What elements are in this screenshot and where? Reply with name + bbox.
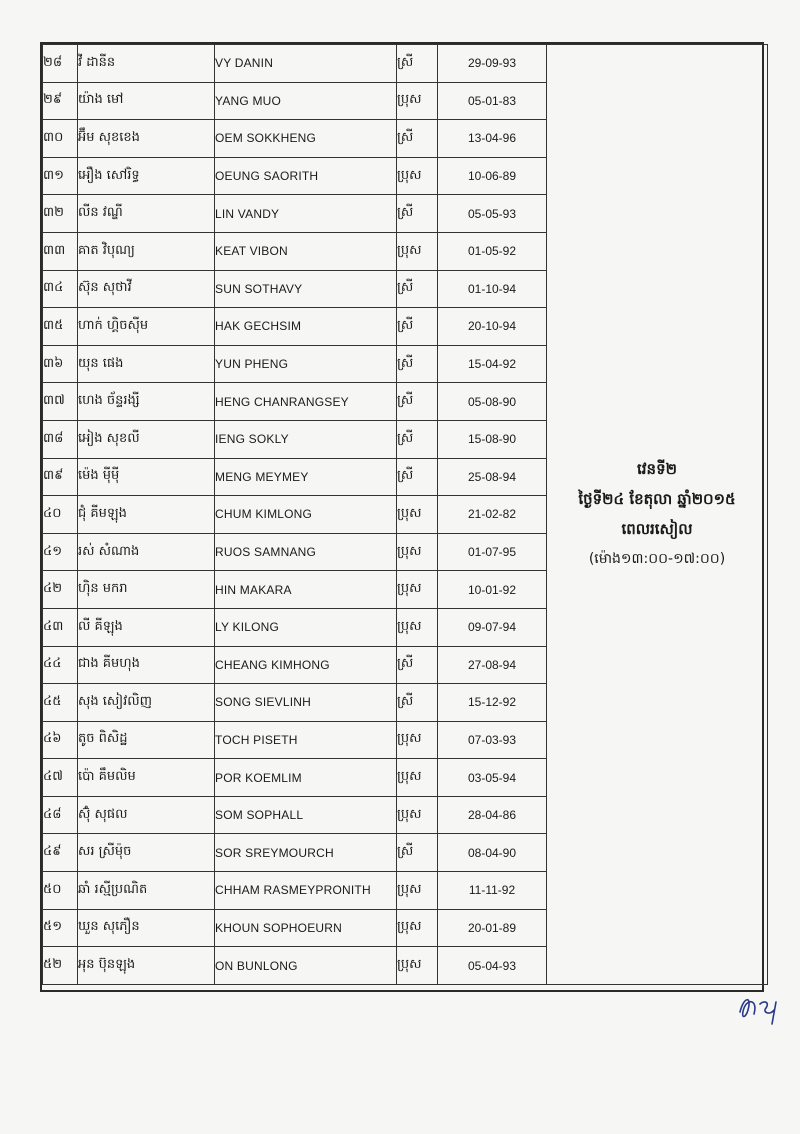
row-number: ៥០	[43, 872, 78, 910]
latin-name: SONG SIEVLINH	[215, 684, 397, 722]
latin-name: YANG MUO	[215, 82, 397, 120]
date-of-birth: 01-10-94	[438, 270, 547, 308]
latin-name: KEAT VIBON	[215, 232, 397, 270]
latin-name: OEM SOKKHENG	[215, 120, 397, 158]
gender: ស្រី	[397, 120, 438, 158]
session-shift: វេនទី២	[637, 460, 677, 479]
gender: ស្រី	[397, 45, 438, 83]
gender: ស្រី	[397, 420, 438, 458]
date-of-birth: 21-02-82	[438, 496, 547, 534]
gender: ប្រុស	[397, 947, 438, 985]
khmer-name: លី គីឡុង	[78, 608, 215, 646]
gender: ប្រុស	[397, 157, 438, 195]
khmer-name: ម៉េង ម៉ីម៉ី	[78, 458, 215, 496]
latin-name: RUOS SAMNANG	[215, 533, 397, 571]
latin-name: TOCH PISETH	[215, 721, 397, 759]
row-number: ៤៦	[43, 721, 78, 759]
gender: ប្រុស	[397, 909, 438, 947]
latin-name: LIN VANDY	[215, 195, 397, 233]
row-number: ២៨	[43, 45, 78, 83]
gender: ប្រុស	[397, 759, 438, 797]
date-of-birth: 03-05-94	[438, 759, 547, 797]
session-period: ពេលរសៀល	[621, 520, 693, 539]
date-of-birth: 27-08-94	[438, 646, 547, 684]
latin-name: YUN PHENG	[215, 345, 397, 383]
row-number: ៤២	[43, 571, 78, 609]
khmer-name: សុង សៀវលិញ	[78, 684, 215, 722]
row-number: ៤៥	[43, 684, 78, 722]
row-number: ៣៧	[43, 383, 78, 421]
row-number: ៣៤	[43, 270, 78, 308]
date-of-birth: 01-07-95	[438, 533, 547, 571]
gender: ប្រុស	[397, 571, 438, 609]
candidate-table-body	[43, 45, 768, 985]
khmer-name: លីន វណ្ឌី	[78, 195, 215, 233]
row-number: ៤៤	[43, 646, 78, 684]
row-number: ២៩	[43, 82, 78, 120]
row-number: ៤១	[43, 533, 78, 571]
gender: ប្រុស	[397, 796, 438, 834]
gender: ប្រុស	[397, 872, 438, 910]
latin-name: SUN SOTHAVY	[215, 270, 397, 308]
row-number: ៣៦	[43, 345, 78, 383]
gender: ស្រី	[397, 834, 438, 872]
latin-name: ON BUNLONG	[215, 947, 397, 985]
date-of-birth: 05-08-90	[438, 383, 547, 421]
date-of-birth: 10-01-92	[438, 571, 547, 609]
khmer-name: តូច ពិសិដ្ឋ	[78, 721, 215, 759]
latin-name: CHEANG KIMHONG	[215, 646, 397, 684]
row-number: ៤៨	[43, 796, 78, 834]
date-of-birth: 11-11-92	[438, 872, 547, 910]
date-of-birth: 09-07-94	[438, 608, 547, 646]
latin-name: KHOUN SOPHOEURN	[215, 909, 397, 947]
khmer-name: ហេង ច័ន្ទរង្សី	[78, 383, 215, 421]
date-of-birth: 07-03-93	[438, 721, 547, 759]
khmer-name: អឿង សៅរិទ្ធ	[78, 157, 215, 195]
khmer-name: សរ ស្រីម៉ុច	[78, 834, 215, 872]
date-of-birth: 15-04-92	[438, 345, 547, 383]
candidate-table	[42, 44, 768, 985]
date-of-birth: 20-01-89	[438, 909, 547, 947]
gender: ប្រុស	[397, 82, 438, 120]
khmer-name: ប៉ោ គឹមលិម	[78, 759, 215, 797]
latin-name: IENG SOKLY	[215, 420, 397, 458]
latin-name: SOR SREYMOURCH	[215, 834, 397, 872]
khmer-name: អ៊ឹម សុខខេង	[78, 120, 215, 158]
date-of-birth: 13-04-96	[438, 120, 547, 158]
khmer-name: គាត វិបុណ្យ	[78, 232, 215, 270]
date-of-birth: 05-04-93	[438, 947, 547, 985]
gender: ស្រី	[397, 308, 438, 346]
khmer-name: ស៊ុន សុថាវី	[78, 270, 215, 308]
khmer-name: ឆាំ រស្មីប្រណិត	[78, 872, 215, 910]
latin-name: HIN MAKARA	[215, 571, 397, 609]
khmer-name: អៀង សុខលី	[78, 420, 215, 458]
latin-name: LY KILONG	[215, 608, 397, 646]
gender: ប្រុស	[397, 721, 438, 759]
table-row	[43, 45, 768, 83]
session-date: ថ្ងៃទី២៤ ខែតុលា ឆ្នាំ២០១៥	[578, 490, 736, 509]
row-number: ៥១	[43, 909, 78, 947]
row-number: ៣១	[43, 157, 78, 195]
date-of-birth: 10-06-89	[438, 157, 547, 195]
khmer-name: ស៊ុំ សុផល	[78, 796, 215, 834]
gender: ស្រី	[397, 684, 438, 722]
latin-name: OEUNG SAORITH	[215, 157, 397, 195]
row-number: ៣៩	[43, 458, 78, 496]
session-info	[547, 45, 768, 985]
gender: ប្រុស	[397, 232, 438, 270]
khmer-name: ហាក់ ហ្គិចស៊ីម	[78, 308, 215, 346]
gender: ស្រី	[397, 458, 438, 496]
khmer-name: អុន ប៊ុនឡុង	[78, 947, 215, 985]
session-time: (ម៉ោង១៣:០០-១៧:០០)	[588, 551, 726, 568]
date-of-birth: 15-08-90	[438, 420, 547, 458]
gender: ប្រុស	[397, 608, 438, 646]
date-of-birth: 05-01-83	[438, 82, 547, 120]
gender: ស្រី	[397, 383, 438, 421]
latin-name: POR KOEMLIM	[215, 759, 397, 797]
row-number: ៤៩	[43, 834, 78, 872]
khmer-name: ជុំ គីមឡុង	[78, 496, 215, 534]
khmer-name: យ៉ាង មៅ	[78, 82, 215, 120]
row-number: ៤០	[43, 496, 78, 534]
latin-name: SOM SOPHALL	[215, 796, 397, 834]
row-number: ៣៣	[43, 232, 78, 270]
gender: ស្រី	[397, 646, 438, 684]
khmer-name: យុន ផេង	[78, 345, 215, 383]
gender: ប្រុស	[397, 533, 438, 571]
khmer-name: វី ដានីន	[78, 45, 215, 83]
date-of-birth: 15-12-92	[438, 684, 547, 722]
date-of-birth: 29-09-93	[438, 45, 547, 83]
gender: ស្រី	[397, 345, 438, 383]
date-of-birth: 05-05-93	[438, 195, 547, 233]
row-number: ៤៣	[43, 608, 78, 646]
khmer-name: ឃួន សុភឿន	[78, 909, 215, 947]
gender: ស្រី	[397, 270, 438, 308]
date-of-birth: 08-04-90	[438, 834, 547, 872]
khmer-name: ហ៊ិន មករា	[78, 571, 215, 609]
gender: ប្រុស	[397, 496, 438, 534]
latin-name: HAK GECHSIM	[215, 308, 397, 346]
row-number: ៣៥	[43, 308, 78, 346]
date-of-birth: 25-08-94	[438, 458, 547, 496]
gender: ស្រី	[397, 195, 438, 233]
latin-name: CHHAM RASMEYPRONITH	[215, 872, 397, 910]
khmer-name: រស់ សំណាង	[78, 533, 215, 571]
row-number: ៣០	[43, 120, 78, 158]
row-number: ៣៨	[43, 420, 78, 458]
row-number: ៥២	[43, 947, 78, 985]
signature	[730, 990, 790, 1030]
latin-name: CHUM KIMLONG	[215, 496, 397, 534]
date-of-birth: 28-04-86	[438, 796, 547, 834]
row-number: ៤៧	[43, 759, 78, 797]
date-of-birth: 01-05-92	[438, 232, 547, 270]
latin-name: MENG MEYMEY	[215, 458, 397, 496]
row-number: ៣២	[43, 195, 78, 233]
latin-name: VY DANIN	[215, 45, 397, 83]
latin-name: HENG CHANRANGSEY	[215, 383, 397, 421]
khmer-name: ជាង គីមហុង	[78, 646, 215, 684]
date-of-birth: 20-10-94	[438, 308, 547, 346]
